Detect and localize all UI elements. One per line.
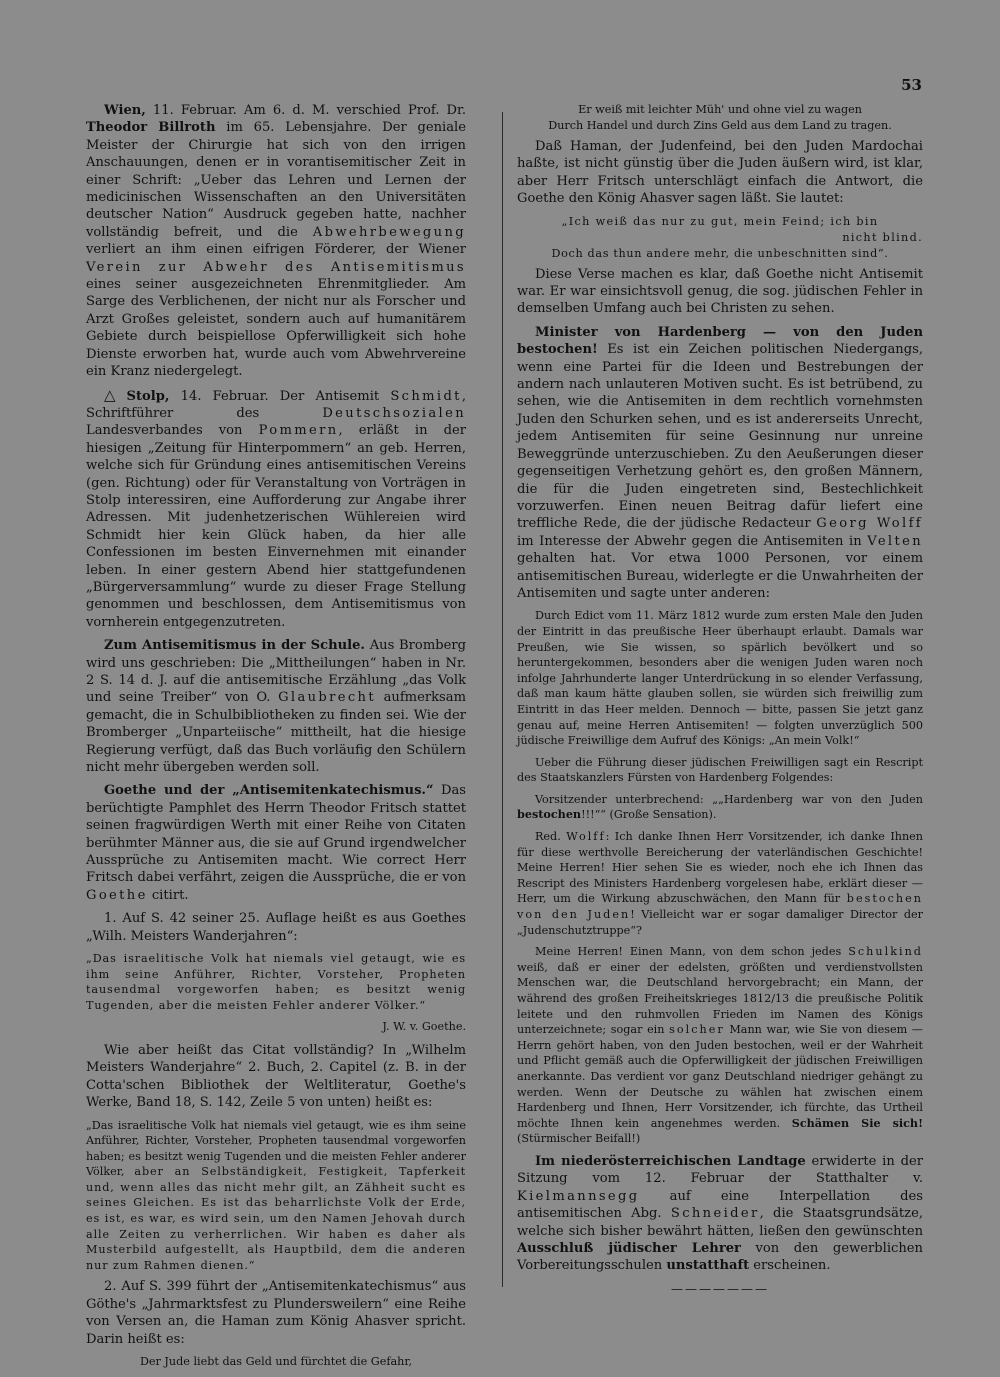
- speech-quote-bold: Schämen Sie sich!: [791, 1115, 923, 1130]
- article-wien-name: Theodor Billroth: [86, 120, 216, 136]
- article-hardenberg-spaced: Velten: [867, 533, 923, 549]
- goethe-quote-2-part: „Das israelitische Volk hat niemals viel getaugt, wie es ihm seine Anführer, Richter, Vorsteher, Propheten tausendmal vorgeworfen haben; es besitzt wenig Tugenden und die meisten Fehler anderer Völker,: [86, 1118, 466, 1179]
- goethe-quote-1: „Das israelitische Volk hat niemals viel getaugt, wie es ihm seine Anführer, Richter, Vorsteher, Propheten tausendmal vorgeworfen haben; es besitzt wenig Tugenden, aber die meisten Fehler anderer Völker.“: [86, 952, 466, 1012]
- speech-quote-spaced: Wolff: [566, 830, 606, 844]
- end-rule: ———————: [671, 1281, 769, 1296]
- article-goethe-p3: Wie aber heißt das Citat vollständig? In „Wilhelm Meisters Wanderjahre“ 2. Buch, 2. Capitel (z. B. in der Cotta'schen Bibliothek der Weltliteratur, Goethe's Werke, Band 18, S. 142, Zeile 5 von unten) heißt es:: [86, 1042, 466, 1111]
- verse-line: nicht blind.: [842, 230, 923, 244]
- page-number: 53: [901, 76, 922, 94]
- verse-line: Er weiß mit leichter Müh' und ohne viel zu wagen: [578, 103, 862, 116]
- speech-quote-part: ! Vielleicht war er sogar damaliger Director der „Judenschutztruppe“?: [517, 908, 923, 937]
- article-landtag-spaced: Kielmannsegg: [517, 1188, 640, 1204]
- speech-quote: Durch Edict vom 11. März 1812 wurde zum ersten Male den Juden der Eintritt in das preußische Heer überhaupt erlaubt. Damals war Preußen, wie Sie wissen, so spärlich bevölkert und so heruntergekommen, besonders aber die wenigen Juden waren noch infolge Jahrhunderte langer Unterdrückung in so elender Verfassung, daß man kaum hätte glauben sollen, sie würden sich freiwillig zum Eintritt in das Heer melden. Dennoch — bitte, passen Sie jetzt ganz genau auf, meine Herren Antisemiten! — folgten unverzüglich 500 jüdische Freiwillige dem Aufruf des Königs: „An mein Volk!“: [517, 609, 923, 748]
- triangle-icon: △: [104, 385, 123, 404]
- article-schule-text: Aus Bromberg wird uns geschrieben: Die „Mittheilungen“ haben in Nr. 2 S. 14 d. J. auf die antisemitische Erzählung „das Volk und seine Treiber“ von O.: [86, 638, 467, 706]
- speech-quote: [517, 944, 923, 1147]
- speech-quote-part: Meine Herren! Einen Mann, von dem schon jedes: [535, 945, 849, 959]
- article-hardenberg: [517, 324, 923, 603]
- article-landtag-bold: unstatthaft: [666, 1258, 750, 1274]
- article-landtag-text: erscheinen.: [749, 1258, 831, 1274]
- article-landtag-text: auf eine Interpellation des antisemitischen Abg.: [517, 1188, 923, 1222]
- article-stolp-text: Landesverbandes von: [86, 423, 259, 439]
- speech-quote-part: Red.: [535, 830, 567, 844]
- speech-quote-part: weiß, daß er einer der edelsten, größten und verdienstvollsten Menschen war, die Deutschland hervorgebracht; ein Mann, der während des großen Freiheitskrieges 1812/13 die preußische Politik leitete und den ruhmvollen Frieden im Namen des Königs unterzeichnete; sogar ein: [517, 960, 923, 1037]
- goethe-quote-1-signature: J. W. v. Goethe.: [382, 1020, 466, 1034]
- verse-line: Durch Handel und durch Zins Geld aus dem Land zu tragen.: [548, 119, 892, 132]
- article-landtag-bold: Ausschluß jüdischer Lehrer: [517, 1240, 741, 1256]
- article-schule-title: Zum Antisemitismus in der Schule.: [104, 638, 365, 654]
- article-goethe-p4: 2. Auf S. 399 führt der „Antisemitenkatechismus“ aus Göthe's „Jahrmarktsfest zu Plundersweilern“ eine Reihe von Versen an, die Haman zum König Ahasver spricht. Darin heißt es:: [86, 1279, 466, 1347]
- article-hardenberg-text: Es ist ein Zeichen politischen Niedergangs, wenn eine Partei für die Ideen und Bestrebungen der andern nach unlauteren Motiven sucht. Es ist betrübend, zu sehen, wie die Antisemiten in dem rechtlich vornehmsten Juden den Schurken sehen, und es ist andererseits Unrecht, jedem Antisemiten für seine Gesinnung nur unreine Beweggründe unterzuschieben. Zu den Aeußerungen dieser gegenseitigen Verhetzung gehört es, den großen Männern, die für die Juden eingetreten sind, Bestechlichkeit vorzuwerfen. Einen neuen Beitrag dafür liefert eine treffliche Rede, die der jüdische Redacteur: [517, 342, 923, 532]
- article-goethe-title: Goethe und der „Antisemitenkatechismus.“: [104, 783, 434, 799]
- speech-quote: [517, 829, 923, 938]
- article-hardenberg-text: gehalten hat. Vor etwa 1000 Personen, vor einem antisemitischen Bureau, widerlegte er die Unwahrheiten der Antisemiten und sagte unter anderen:: [517, 551, 923, 601]
- article-schule-spaced: Glaubrecht: [278, 690, 376, 706]
- article-goethe-p2: 1. Auf S. 42 seiner 25. Auflage heißt es aus Goethes „Wilh. Meisters Wanderjahren“:: [86, 911, 466, 944]
- article-stolp-spaced: Pommern: [258, 423, 339, 439]
- article-goethe-text: Das berüchtigte Pamphlet des Herrn Theodor Fritsch stattet seinen fragwürdigen Werth mit einer Reihe von Citaten berühmter Männer aus, die sie auf Grund irgendwelcher Aussprüche zu Antisemiten macht. Wie correct Herr Fritsch dabei verfährt, zeigen die Aussprüche, die er von: [86, 783, 467, 886]
- article-wien-text: im 65. Lebensjahre. Der geniale Meister der Chirurgie hat sich von den irrigen Anschauungen, denen er in vorantisemitischer Zeit in einer Schrift: „Ueber das Lehren und Lernen der medicinischen Wissenschaften an den Universitäten deutscher Nation“ Ausdruck gegeben hatte, nachher vollständig befreit, und die: [86, 120, 466, 240]
- speech-quote-spaced: bestochen von den Juden: [517, 892, 923, 922]
- article-goethe-text: citirt.: [147, 887, 189, 903]
- speech-quote-bold: bestochen: [517, 807, 582, 822]
- article-landtag-spaced: Schneider: [670, 1206, 760, 1222]
- left-column: [86, 102, 466, 1370]
- article-wien-spaced: Abwehrbewegung: [312, 224, 466, 240]
- article-wien: [86, 102, 466, 381]
- goethe-continuation: Daß Haman, der Judenfeind, bei den Juden Mardochai haßte, ist nicht günstig über die Juden äußern wird, ist klar, aber Herr Fritsch unterschlägt einfach die Antwort, die Goethe den König Ahasver sagen läßt. Sie lautet:: [517, 139, 923, 207]
- speech-quote-part: (Stürmischer Beifall!): [517, 1132, 641, 1146]
- article-landtag-text: erwiderte in der Sitzung vom 12. Februar der Statthalter v.: [517, 1153, 923, 1187]
- article-wien-text: Am 6. d. M. verschied Prof. Dr.: [236, 103, 466, 118]
- article-stolp-title: Stolp,: [126, 388, 170, 404]
- speech-quote-spaced: Schulkind: [848, 945, 923, 959]
- article-goethe-spaced: Goethe: [86, 887, 148, 903]
- verse-line: „Ich weiß das nur zu gut, mein Feind; ich bin: [561, 214, 879, 228]
- goethe-quote-2: [86, 1118, 466, 1274]
- article-landtag-text: , die Staatsgrundsätze, welche sich bisher bewährt hätten, ließen den gewünschten: [517, 1206, 923, 1239]
- speech-quote-part: : Ich danke Ihnen Herr Vorsitzender, ich danke Ihnen für diese werthvolle Bereicherung der vaterländischen Geschichte! Meine Herren! Hier sehen Sie es wieder, noch ehe ich Ihnen das Rescript des Ministers Hardenberg vorgelesen habe, erklärt dieser — Herr, um die Wirkung abzuschwächen, den Mann für: [517, 830, 923, 906]
- speech-quote-part: !!!““ (Große Sensation).: [581, 808, 717, 822]
- goethe-quote-2-spaced: aber an Selbständigkeit, Festigkeit, Tapferkeit und, wenn alles das nicht mehr gilt, an Zähheit sucht es seines Gleichen. Es ist das beharrlichste Volk der Erde, es ist, es war, es wird sein, um den Namen Jehovah durch alle Zeiten zu verherrlichen. Wir haben es daher als Musterbild aufgestellt, als Hauptbild, dem die anderen nur zum Rahmen dienen.“: [86, 1165, 466, 1272]
- article-schule-text: aufmerksam gemacht, die in Schulbibliotheken zu finden sei. Wie der Bromberger „Unparteiische“ mittheilt, hat die hiesige Regierung verfügt, daß das Buch vorläufig den Schülern nicht mehr übergeben werden soll.: [86, 690, 466, 776]
- article-wien-text: verliert an ihm einen eifrigen Förderer, der Wiener: [86, 242, 466, 258]
- article-hardenberg-text: im Interesse der Abwehr gegen die Antisemiten in: [517, 533, 868, 549]
- article-hardenberg-title: Minister von Hardenberg — von den Juden bestochen!: [517, 324, 923, 358]
- article-stolp-text: , erläßt in der hiesigen „Zeitung für Hinterpommern“ an geb. Herren, welche sich für Gründung eines antisemitischen Vereins (gen. Richtung) oder für Veranstaltung von Vorträgen in Stolp interessiren, eine Aufforderung zur Angabe ihrer Adressen. Mit judenhetzerischen Wühlereien wird Schmidt hier kein Glück haben, da hier alle Confessionen im besten Einvernehmen mit einander leben. In einer gestern Abend hier stattgefundenen „Bürgerversammlung“ wurde zu dieser Frage Stellung genommen und beschlossen, dem Antisemitismus von vornherein entgegenzutreten.: [86, 423, 467, 630]
- article-stolp-text: , Schriftführer des: [86, 388, 466, 421]
- article-landtag-title: Im niederösterreichischen Landtage: [535, 1153, 806, 1169]
- article-schule: [86, 637, 466, 776]
- speech-quote-part: Vorsitzender unterbrechend: „„Hardenberg war von den Juden: [535, 792, 923, 806]
- verse-line: Der Jude liebt das Geld und fürchtet die Gefahr,: [139, 1355, 413, 1369]
- article-stolp: [86, 387, 466, 632]
- article-stolp-text: Der Antisemit: [268, 388, 391, 404]
- speech-quote-part: Mann war, wie Sie von diesem — Herrn gehört haben, von den Juden bestochen, weil er der Wahrheit und Pflicht gemäß auch die Opferwilligkeit der jüdischen Freiwilligen anerkannte. Das verdient vor ganz Deutschland niedriger gehängt zu werden. Wenn der Deutsche zu wählen hat zwischen einem Hardenberg und Ihnen, Herr Vorsitzender, ich fürchte, das Urtheil möchte Ihnen kein angenehmes werden.: [517, 1023, 923, 1130]
- article-wien-spaced: Verein zur Abwehr des Antisemitismus: [86, 259, 466, 275]
- speech-quote: Ueber die Führung dieser jüdischen Freiwilligen sagt ein Rescript des Staatskanzlers Fürsten von Hardenberg Folgendes:: [517, 755, 923, 785]
- article-wien-text: eines seiner ausgezeichneten Ehrenmitglieder. Am Sarge des Verblichenen, der nicht nur als Forscher und Arzt Großes geleistet, sondern auch auf humanitärem Gebiete durch beispiellose Opferwilligkeit sich hohe Dienste erworben hat, wurde auch vom Abwehrvereine ein Kranz niedergelegt.: [86, 277, 466, 380]
- speech-quote-spaced: solcher: [669, 1023, 725, 1037]
- column-divider: [502, 112, 503, 1287]
- article-hardenberg-spaced: Georg Wolff: [816, 516, 923, 532]
- right-column: [517, 102, 923, 1298]
- speech-quote: [517, 792, 923, 823]
- article-stolp-spaced: Deutschsozialen: [322, 405, 466, 421]
- article-wien-title: Wien,: [104, 103, 146, 118]
- article-wien-date: 11. Februar.: [145, 103, 237, 118]
- article-landtag-text: von den gewerblichen Vorbereitungsschulen: [517, 1240, 923, 1274]
- article-stolp-date: 14. Februar.: [169, 388, 269, 404]
- article-stolp-spaced: Schmidt: [390, 388, 462, 404]
- article-landtag: [517, 1153, 923, 1275]
- verse-line: Doch das thun andere mehr, die unbeschnitten sind“.: [551, 246, 889, 260]
- article-goethe: [86, 782, 466, 904]
- goethe-conclusion: Diese Verse machen es klar, daß Goethe nicht Antisemit war. Er war einsichtsvoll genug, die sog. jüdischen Fehler in demselben Umfang auch bei Christen zu sehen.: [517, 266, 923, 317]
